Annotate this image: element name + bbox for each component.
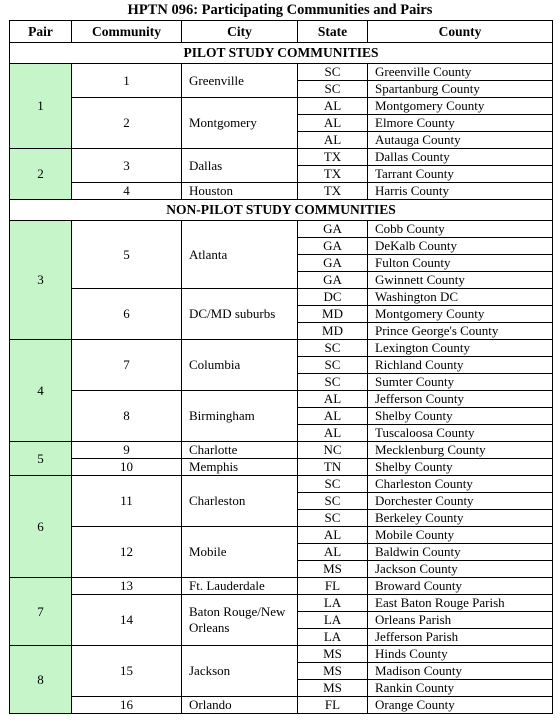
state-cell: SC [298,510,368,527]
communities-table [9,20,553,714]
county-cell: Charleston County [368,476,553,493]
state-cell: NC [298,442,368,459]
state-cell: SC [298,64,368,81]
county-cell: DeKalb County [368,238,553,255]
header-county: County [368,21,553,43]
header-state: State [298,21,368,43]
city-cell: Ft. Lauderdale [182,578,298,595]
county-cell: Richland County [368,357,553,374]
county-cell: Jefferson Parish [368,629,553,646]
community-cell: 12 [72,527,182,578]
table-row [10,289,553,306]
state-cell: TX [298,166,368,183]
city-cell: Jackson [182,646,298,697]
state-cell: GA [298,272,368,289]
community-cell: 16 [72,697,182,714]
state-cell: GA [298,238,368,255]
state-cell: TN [298,459,368,476]
community-cell: 6 [72,289,182,340]
section-row [10,200,553,221]
county-cell: Dallas County [368,149,553,166]
county-cell: Shelby County [368,408,553,425]
state-cell: SC [298,493,368,510]
community-cell: 15 [72,646,182,697]
city-cell: Mobile [182,527,298,578]
county-cell: Jackson County [368,561,553,578]
state-cell: FL [298,697,368,714]
table-row [10,459,553,476]
county-cell: Hinds County [368,646,553,663]
state-cell: DC [298,289,368,306]
state-cell: TX [298,149,368,166]
table-title: HPTN 096: Participating Communities and Pairs [127,2,433,18]
community-cell: 11 [72,476,182,527]
state-cell: AL [298,544,368,561]
state-cell: MD [298,306,368,323]
county-cell: Spartanburg County [368,81,553,98]
community-cell: 1 [72,64,182,98]
city-cell: Baton Rouge/New Orleans [182,595,298,646]
county-cell: Greenville County [368,64,553,81]
state-cell: AL [298,115,368,132]
state-cell: MS [298,663,368,680]
county-cell: Washington DC [368,289,553,306]
pair-cell: 1 [10,64,72,149]
state-cell: SC [298,476,368,493]
state-cell: FL [298,578,368,595]
state-cell: MS [298,561,368,578]
city-cell: DC/MD suburbs [182,289,298,340]
table-row [10,595,553,612]
state-cell: AL [298,527,368,544]
community-cell: 2 [72,98,182,149]
state-cell: MS [298,680,368,697]
city-cell: Memphis [182,459,298,476]
state-cell: AL [298,391,368,408]
community-cell: 4 [72,183,182,200]
community-cell: 8 [72,391,182,442]
header-pair: Pair [10,21,72,43]
county-cell: Orleans Parish [368,612,553,629]
header-community: Community [72,21,182,43]
section-label: PILOT STUDY COMMUNITIES [10,43,553,64]
city-cell: Orlando [182,697,298,714]
city-cell: Atlanta [182,221,298,289]
state-cell: AL [298,425,368,442]
county-cell: Montgomery County [368,98,553,115]
county-cell: East Baton Rouge Parish [368,595,553,612]
header-city: City [182,21,298,43]
table-row [10,340,553,357]
state-cell: GA [298,255,368,272]
county-cell: Rankin County [368,680,553,697]
state-cell: SC [298,81,368,98]
state-cell: SC [298,340,368,357]
table-body [10,43,553,714]
pair-cell: 6 [10,476,72,578]
state-cell: LA [298,595,368,612]
county-cell: Autauga County [368,132,553,149]
table-row [10,149,553,166]
header-row [10,21,553,43]
pair-cell: 8 [10,646,72,714]
county-cell: Prince George's County [368,323,553,340]
city-cell: Birmingham [182,391,298,442]
city-cell: Columbia [182,340,298,391]
county-cell: Madison County [368,663,553,680]
city-cell: Charleston [182,476,298,527]
state-cell: LA [298,612,368,629]
city-cell: Montgomery [182,98,298,149]
table-row [10,221,553,238]
table-row [10,183,553,200]
county-cell: Baldwin County [368,544,553,561]
county-cell: Cobb County [368,221,553,238]
state-cell: MD [298,323,368,340]
community-cell: 10 [72,459,182,476]
state-cell: MS [298,646,368,663]
state-cell: SC [298,357,368,374]
community-cell: 9 [72,442,182,459]
table-row [10,578,553,595]
pair-cell: 5 [10,442,72,476]
county-cell: Broward County [368,578,553,595]
county-cell: Montgomery County [368,306,553,323]
community-cell: 14 [72,595,182,646]
state-cell: LA [298,629,368,646]
county-cell: Tuscaloosa County [368,425,553,442]
table-row [10,646,553,663]
city-cell: Greenville [182,64,298,98]
pair-cell: 7 [10,578,72,646]
county-cell: Elmore County [368,115,553,132]
pair-cell: 3 [10,221,72,340]
table-row [10,442,553,459]
county-cell: Fulton County [368,255,553,272]
county-cell: Dorchester County [368,493,553,510]
county-cell: Berkeley County [368,510,553,527]
state-cell: SC [298,374,368,391]
table-row [10,527,553,544]
county-cell: Shelby County [368,459,553,476]
state-cell: AL [298,408,368,425]
city-cell: Charlotte [182,442,298,459]
table-row [10,98,553,115]
state-cell: TX [298,183,368,200]
county-cell: Mecklenburg County [368,442,553,459]
state-cell: GA [298,221,368,238]
table-row [10,64,553,81]
table-row [10,391,553,408]
county-cell: Orange County [368,697,553,714]
county-cell: Tarrant County [368,166,553,183]
pair-cell: 4 [10,340,72,442]
county-cell: Gwinnett County [368,272,553,289]
city-cell: Dallas [182,149,298,183]
section-row [10,43,553,64]
community-cell: 7 [72,340,182,391]
pair-cell: 2 [10,149,72,200]
section-label: NON-PILOT STUDY COMMUNITIES [10,200,553,221]
county-cell: Jefferson County [368,391,553,408]
table-row [10,476,553,493]
county-cell: Mobile County [368,527,553,544]
state-cell: AL [298,132,368,149]
community-cell: 3 [72,149,182,183]
county-cell: Sumter County [368,374,553,391]
table-row [10,697,553,714]
community-cell: 5 [72,221,182,289]
state-cell: AL [298,98,368,115]
county-cell: Lexington County [368,340,553,357]
city-cell: Houston [182,183,298,200]
community-cell: 13 [72,578,182,595]
county-cell: Harris County [368,183,553,200]
